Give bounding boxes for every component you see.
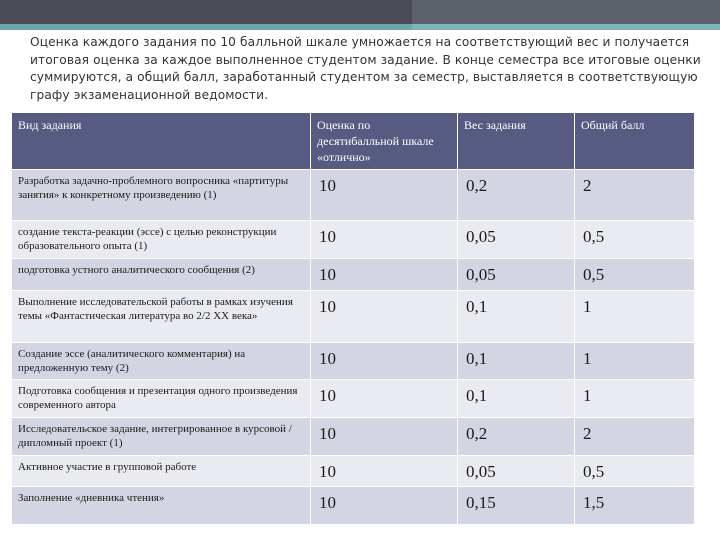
score-cell: 10 bbox=[311, 259, 458, 291]
score-cell: 10 bbox=[311, 343, 458, 380]
table-row bbox=[12, 170, 695, 221]
table-row bbox=[12, 418, 695, 456]
total-cell: 0,5 bbox=[575, 259, 695, 291]
total-cell: 0,5 bbox=[575, 221, 695, 259]
table-row bbox=[12, 259, 695, 291]
score-cell: 10 bbox=[311, 418, 458, 456]
score-cell: 10 bbox=[311, 291, 458, 343]
weight-cell: 0,2 bbox=[458, 170, 575, 221]
task-cell: Активное участие в групповой работе bbox=[12, 456, 311, 487]
table-row bbox=[12, 343, 695, 380]
total-cell: 1,5 bbox=[575, 487, 695, 525]
total-cell: 2 bbox=[575, 418, 695, 456]
total-cell: 2 bbox=[575, 170, 695, 221]
score-cell: 10 bbox=[311, 221, 458, 259]
weight-cell: 0,05 bbox=[458, 456, 575, 487]
table-row bbox=[12, 221, 695, 259]
score-cell: 10 bbox=[311, 380, 458, 418]
header-weight: Вес задания bbox=[458, 113, 575, 170]
slide-header-bar-right bbox=[412, 0, 720, 24]
header-total: Общий балл bbox=[575, 113, 695, 170]
task-cell: подготовка устного аналитического сообщения (2) bbox=[12, 259, 311, 291]
task-cell: Разработка задачно-проблемного вопросника «партитуры занятия» к конкретному произведению (1) bbox=[12, 170, 311, 221]
score-cell: 10 bbox=[311, 456, 458, 487]
score-cell: 10 bbox=[311, 170, 458, 221]
task-cell: Подготовка сообщения и презентация одного произведения современного автора bbox=[12, 380, 311, 418]
weight-cell: 0,1 bbox=[458, 291, 575, 343]
slide-accent-stripe-right bbox=[412, 24, 720, 30]
total-cell: 1 bbox=[575, 343, 695, 380]
total-cell: 1 bbox=[575, 380, 695, 418]
table-row bbox=[12, 291, 695, 343]
total-cell: 0,5 bbox=[575, 456, 695, 487]
intro-paragraph: Оценка каждого задания по 10 балльной шкале умножается на соответствующий вес и получается итоговая оценка за каждое выполненное студентом задание. В конце семестра все итоговые оценки суммируются, а общий балл, заработанный студентом за семестр, выставляется в соответствующую графу экзаменационной ведомости. bbox=[30, 35, 701, 102]
header-score: Оценка по десятибалльной шкале «отлично» bbox=[311, 113, 458, 170]
grading-table bbox=[11, 112, 695, 525]
task-cell: создание текста-реакции (эссе) с целью реконструкции образовательного опыта (1) bbox=[12, 221, 311, 259]
total-cell: 1 bbox=[575, 291, 695, 343]
task-cell: Выполнение исследовательской работы в рамках изучения темы «Фантастическая литература во 2/2 XX века» bbox=[12, 291, 311, 343]
weight-cell: 0,1 bbox=[458, 343, 575, 380]
table-row bbox=[12, 487, 695, 525]
task-cell: Исследовательское задание, интегрированное в курсовой / дипломный проект (1) bbox=[12, 418, 311, 456]
task-cell: Заполнение «дневника чтения» bbox=[12, 487, 311, 525]
weight-cell: 0,05 bbox=[458, 259, 575, 291]
score-cell: 10 bbox=[311, 487, 458, 525]
weight-cell: 0,15 bbox=[458, 487, 575, 525]
weight-cell: 0,05 bbox=[458, 221, 575, 259]
header-task-type: Вид задания bbox=[12, 113, 311, 170]
table-row bbox=[12, 380, 695, 418]
table-row bbox=[12, 456, 695, 487]
table-header-row bbox=[12, 113, 695, 170]
task-cell: Создание эссе (аналитического комментария) на предложенную тему (2) bbox=[12, 343, 311, 380]
weight-cell: 0,1 bbox=[458, 380, 575, 418]
weight-cell: 0,2 bbox=[458, 418, 575, 456]
